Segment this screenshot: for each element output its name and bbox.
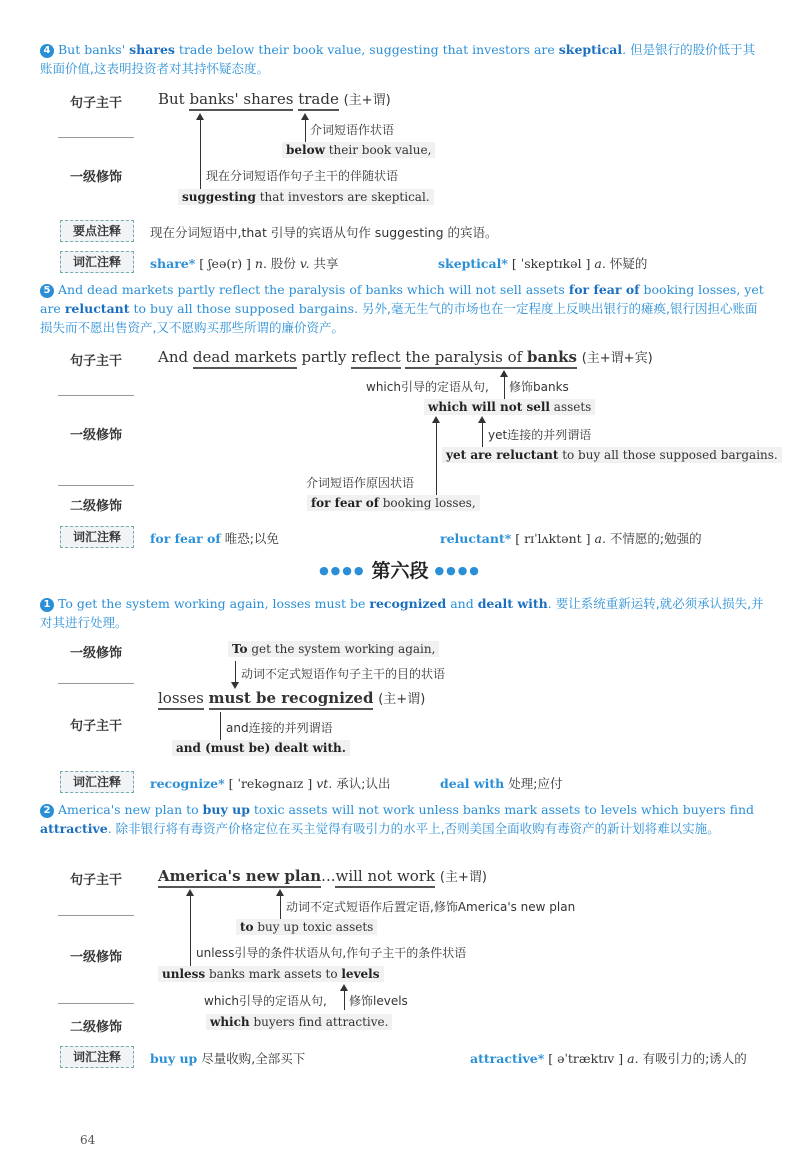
label-main: 句子主干 xyxy=(69,354,122,369)
main-clause: But banks' shares trade (主+谓) xyxy=(158,89,391,108)
page-number: 64 xyxy=(80,1133,96,1147)
subject: losses xyxy=(158,689,204,710)
sentence-6-1: 1 To get the system working again, losses must be recognized and dealt with. 要让系统重新运转,就必须承认损失,并对其进行处理。 xyxy=(40,596,764,630)
caption: 修饰levels xyxy=(349,994,408,1008)
sentence-number: 1 xyxy=(40,598,54,612)
vocab-entry: attractive* [ əˈtræktɪv ] a. 有吸引力的;诱人的 xyxy=(470,1051,747,1066)
caption: yet连接的并列谓语 xyxy=(488,428,592,442)
vocab-entry: skeptical* [ ˈskeptɪkəl ] a. 怀疑的 xyxy=(438,256,648,271)
note-label: 要点注释 xyxy=(60,220,134,242)
caption: 修饰banks xyxy=(509,380,569,394)
object: the paralysis of banks xyxy=(405,348,577,369)
arrow-icon xyxy=(196,113,204,120)
sentence-number: 4 xyxy=(40,44,54,58)
vocab-entry: reluctant* [ rɪˈlʌktənt ] a. 不情愿的;勉强的 xyxy=(440,531,702,546)
translation: 另外,毫无生气的市场也在一定程度上反映出银行的瘫痪,银行因担心账面损失而不愿出售资产,又不愿购买那些所谓的廉价资产。 xyxy=(40,301,758,335)
section-title: ●●●● 第六段 ●●●● xyxy=(319,560,481,582)
caption: 现在分词短语作句子主干的伴随状语 xyxy=(206,169,399,183)
vocab-entry: recognize* [ ˈrekəgnaɪz ] vt. 承认;认出 xyxy=(150,776,391,791)
sentence-6-2: 2 America's new plan to buy up toxic assets will not work unless banks mark assets to levels which buyers find attractive. 除非银行将有毒资产价格定位在买主觉得有吸引力的水平上,否则美国全面收购有毒资产的新计划将难以实施。 xyxy=(40,802,755,836)
translation: 要让系统重新运转,就必须承认损失,并对其进行处理。 xyxy=(40,596,764,630)
caption: 动词不定式短语作后置定语,修饰America's new plan xyxy=(286,900,576,914)
vocab-entry: deal with 处理;应付 xyxy=(440,776,563,791)
label-mod1: 一级修饰 xyxy=(69,170,122,185)
label-main: 句子主干 xyxy=(69,96,122,111)
modifier: suggesting that investors are skeptical. xyxy=(178,189,434,205)
verb: must be recognized xyxy=(209,689,374,710)
arrow-icon xyxy=(301,113,309,120)
label-mod2: 二级修饰 xyxy=(69,1020,122,1035)
modifier: and (must be) dealt with. xyxy=(172,740,350,756)
modifier: to buy up toxic assets xyxy=(236,919,377,935)
subject: America's new plan xyxy=(158,867,321,888)
divider xyxy=(58,683,134,684)
sentence-number: 5 xyxy=(40,284,54,298)
modifier: which buyers find attractive. xyxy=(206,1014,392,1030)
sentence-number: 2 xyxy=(40,804,54,818)
keyword: recognized xyxy=(369,596,447,611)
divider xyxy=(58,915,134,916)
arrow-icon xyxy=(478,416,486,423)
main-clause xyxy=(158,688,425,707)
structure-tag: (主+谓) xyxy=(439,870,487,885)
divider xyxy=(58,137,134,138)
subject: dead markets xyxy=(193,348,297,369)
modifier: for fear of booking losses, xyxy=(307,495,480,511)
vocab-label: 词汇注释 xyxy=(60,771,134,793)
caption: 动词不定式短语作句子主干的目的状语 xyxy=(241,667,446,681)
keyword: shares xyxy=(129,42,175,57)
keyword: dealt with xyxy=(477,596,548,611)
main-clause: America's new plan...will not work (主+谓) xyxy=(158,866,487,885)
sentence-4: 4 But banks' shares trade below their book value, suggesting that investors are skeptical. 但是银行的股价低于其账面价值,这表明投资者对其持怀疑态度。 xyxy=(40,42,756,76)
verb: will not work xyxy=(335,867,435,888)
modifier: which will not sell assets xyxy=(424,399,595,415)
arrow-icon xyxy=(340,984,348,991)
arrow-icon xyxy=(432,416,440,423)
structure-tag: (主+谓) xyxy=(378,692,426,707)
subject: banks' shares xyxy=(189,90,293,111)
note-text: 现在分词短语中,that 引导的宾语从句作 suggesting 的宾语。 xyxy=(150,225,498,240)
label-main: 句子主干 xyxy=(69,719,122,734)
label-mod1: 一级修饰 xyxy=(69,428,122,443)
keyword: for fear of xyxy=(568,282,640,297)
modifier: unless banks mark assets to levels xyxy=(158,966,384,982)
keyword: buy up xyxy=(202,802,250,817)
structure-tag: (主+谓+宾) xyxy=(581,351,653,366)
verb: reflect xyxy=(351,348,400,369)
vocab-label: 词汇注释 xyxy=(60,251,134,273)
verb: trade xyxy=(298,90,339,111)
keyword: reluctant xyxy=(64,301,130,316)
translation: 但是银行的股价低于其账面价值,这表明投资者对其持怀疑态度。 xyxy=(40,42,756,76)
modifier: below their book value, xyxy=(282,142,435,158)
divider xyxy=(58,485,134,486)
vocab-entry: buy up 尽量收购,全部买下 xyxy=(150,1051,306,1066)
label-mod2: 二级修饰 xyxy=(69,499,122,514)
caption: which引导的定语从句, xyxy=(366,380,489,394)
divider xyxy=(58,395,134,396)
divider xyxy=(58,1003,134,1004)
modifier: To get the system working again, xyxy=(228,641,439,657)
label-mod1: 一级修饰 xyxy=(69,950,122,965)
modifier: yet are reluctant to buy all those supposed bargains. xyxy=(442,447,782,463)
translation: 除非银行将有毒资产价格定位在买主觉得有吸引力的水平上,否则美国全面收购有毒资产的新计划将难以实施。 xyxy=(115,821,720,836)
keyword: attractive xyxy=(40,821,108,836)
structure-tag: (主+谓) xyxy=(343,93,391,108)
caption: which引导的定语从句, xyxy=(204,994,327,1008)
label-main: 句子主干 xyxy=(69,873,122,888)
arrow-icon xyxy=(500,370,508,377)
main-clause: And dead markets partly reflect the paralysis of banks (主+谓+宾) xyxy=(158,347,653,366)
caption: 介词短语作原因状语 xyxy=(306,476,415,490)
arrow-icon xyxy=(276,889,284,896)
caption: unless引导的条件状语从句,作句子主干的条件状语 xyxy=(196,946,467,960)
vocab-entry: share* [ ʃeə(r) ] n. 股份 v. 共享 xyxy=(150,256,339,271)
caption: 介词短语作状语 xyxy=(310,123,395,137)
caption: and连接的并列谓语 xyxy=(226,721,333,735)
vocab-entry: for fear of 唯恐;以免 xyxy=(150,531,279,546)
vocab-label: 词汇注释 xyxy=(60,1046,134,1068)
label-mod1: 一级修饰 xyxy=(69,646,122,661)
arrow-icon xyxy=(186,889,194,896)
keyword: skeptical xyxy=(558,42,623,57)
sentence-5: 5 And dead markets partly reflect the paralysis of banks which will not sell assets for fear of booking losses, yet are reluctant to buy all those supposed bargains. 另外,毫无生气的市场也在一定程度上反映出银行的瘫痪,银行因担心账面损失而不愿出售资产,又不愿购买那些所谓的廉价资产。 xyxy=(40,282,764,335)
vocab-label: 词汇注释 xyxy=(60,526,134,548)
